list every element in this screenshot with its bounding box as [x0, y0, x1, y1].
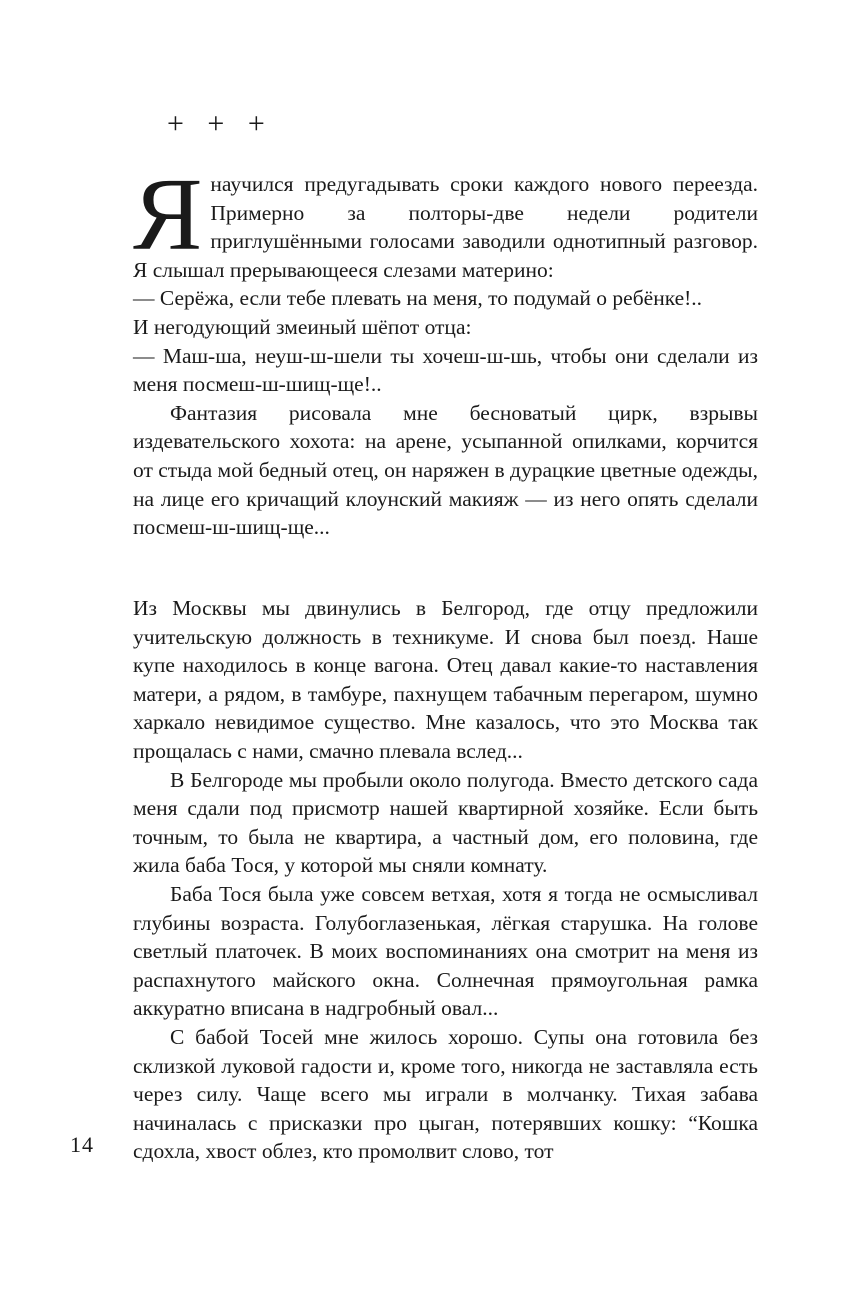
- section-one: [133, 157, 758, 542]
- paragraph: Фантазия рисовала мне бесноватый цирк, взрывы издевательского хохота: на арене, усыпанной опилками, корчится от стыда мой бедный отец, он наряжен в дурацкие цветные одежды, на лице его кричащий клоунский макияж — из него опять сделали посмеш-ш-шищ-ще...: [133, 400, 758, 540]
- paragraph: [133, 157, 758, 284]
- page-number: 14: [70, 1132, 94, 1157]
- section-two: [133, 594, 758, 1166]
- drop-cap: Я: [133, 157, 203, 272]
- dialogue-line: — Маш-ша, неуш-ш-шели ты хочеш-ш-шь, чтобы они сделали из меня посмеш-ш-шищ-ще!..: [133, 343, 758, 397]
- paragraph: Баба Тося была уже совсем ветхая, хотя я тогда не осмысливал глубины возраста. Голубоглазенькая, лёгкая старушка. На голове светлый платочек. В моих воспоминаниях она смотрит на меня из распахнутого майского окна. Солнечная прямоугольная рамка аккуратно вписана в надгробный овал...: [133, 881, 758, 1021]
- paragraph: В Белгороде мы пробыли около полугода. Вместо детского сада меня сдали под присмотр нашей квартирной хозяйке. Если быть точным, то была не квартира, а частный дом, его половина, где жила баба Тося, у которой мы сняли комнату.: [133, 767, 758, 878]
- paragraph: С бабой Тосей мне жилось хорошо. Супы она готовила без склизкой луковой гадости и, кроме того, никогда не заставляла есть через силу. Чаще всего мы играли в молчанку. Тихая забава начиналась с присказки про цыган, потерявших кошку: “Кошка сдохла, хвост облез, кто промолвит слово, тот: [133, 1024, 758, 1164]
- section-ornament: + + +: [167, 107, 273, 140]
- dialogue-line: — Серёжа, если тебе плевать на меня, то подумай о ребёнке!..: [133, 286, 703, 311]
- paragraph: Из Москвы мы двинулись в Белгород, где отцу предложили учительскую должность в техникуме. И снова был поезд. Наше купе находилось в конце вагона. Отец давал какие-то наставления матери, а рядом, в тамбуре, пахнущем табачным перегаром, шумно харкало невидимое существо. Мне казалось, что это Москва так прощалась с нами, смачно плевала вслед...: [133, 596, 758, 763]
- paragraph-text: научился предугадывать сроки каждого нового переезда. Примерно за полторы-две недели родители приглушёнными голосами заводили однотипный разговор. Я слышал прерывающееся слезами материно:: [133, 172, 758, 282]
- paragraph: И негодующий змеиный шёпот отца:: [133, 314, 472, 339]
